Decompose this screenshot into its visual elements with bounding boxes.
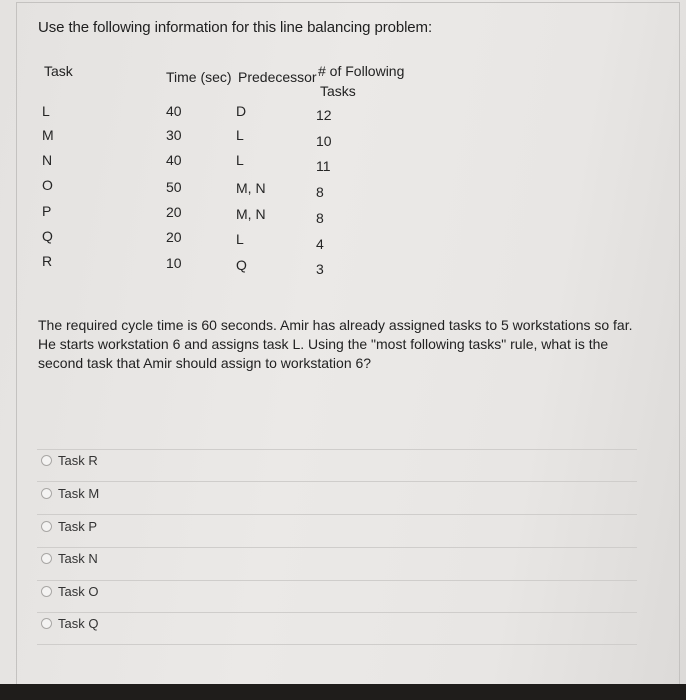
radio-button[interactable] <box>41 618 52 629</box>
row-time: 50 <box>166 179 182 195</box>
radio-button[interactable] <box>41 586 52 597</box>
row-following: 12 <box>316 107 332 123</box>
answer-option-task-q[interactable] <box>41 613 98 633</box>
row-time: 20 <box>166 229 182 245</box>
row-task: O <box>42 177 53 193</box>
row-task: Q <box>42 228 53 244</box>
row-predecessor: L <box>236 127 244 143</box>
radio-button[interactable] <box>41 553 52 564</box>
question-line: second task that Amir should assign to workstation 6? <box>38 355 372 371</box>
radio-button[interactable] <box>41 521 52 532</box>
question-line: He starts workstation 6 and assigns task L. Using the "most following tasks" rule, what is the <box>38 336 609 352</box>
header-time: Time (sec) <box>166 69 232 85</box>
radio-button[interactable] <box>41 455 52 466</box>
row-predecessor: L <box>236 231 244 247</box>
answer-option-task-o[interactable] <box>41 581 98 601</box>
row-time: 20 <box>166 204 182 220</box>
row-time: 10 <box>166 255 182 271</box>
row-time: 30 <box>166 127 182 143</box>
answer-option-label: Task R <box>58 452 98 468</box>
row-following: 8 <box>316 184 324 200</box>
answer-option-label: Task Q <box>58 615 99 631</box>
row-time: 40 <box>166 152 182 168</box>
divider <box>37 547 637 548</box>
answer-option-task-n[interactable] <box>41 548 98 568</box>
answer-option-task-p[interactable] <box>41 516 97 536</box>
row-predecessor: D <box>236 103 247 119</box>
row-predecessor: L <box>236 152 244 168</box>
divider <box>37 612 637 613</box>
row-task: L <box>42 103 50 119</box>
divider <box>37 644 637 645</box>
header-predecessor: Predecessor <box>238 69 317 85</box>
row-task: M <box>42 127 54 143</box>
row-time: 40 <box>166 103 182 119</box>
divider <box>37 580 637 581</box>
row-following: 3 <box>316 261 324 277</box>
row-following: 11 <box>316 158 331 174</box>
screen-bezel <box>0 684 686 700</box>
row-task: P <box>42 203 52 219</box>
divider <box>37 481 637 482</box>
row-following: 4 <box>316 236 324 252</box>
answer-option-label: Task N <box>58 550 98 566</box>
row-following: 10 <box>316 133 332 149</box>
intro-text: Use the following information for this line balancing problem: <box>38 19 433 36</box>
question-text <box>38 316 648 373</box>
row-predecessor: Q <box>236 257 247 273</box>
header-task: Task <box>44 63 73 79</box>
radio-button[interactable] <box>41 488 52 499</box>
answer-option-label: Task O <box>58 583 99 599</box>
row-following: 8 <box>316 210 324 226</box>
header-following-line2: Tasks <box>320 83 356 99</box>
answer-option-task-r[interactable] <box>41 450 98 470</box>
question-line: The required cycle time is 60 seconds. Amir has already assigned tasks to 5 workstations so far. <box>38 317 633 333</box>
divider <box>37 514 637 515</box>
row-task: R <box>42 253 53 269</box>
row-predecessor: M, N <box>236 206 266 222</box>
row-predecessor: M, N <box>236 180 266 196</box>
answer-option-task-m[interactable] <box>41 483 99 503</box>
answer-option-label: Task M <box>58 485 100 501</box>
divider <box>37 449 637 450</box>
header-following-line1: # of Following <box>318 63 405 79</box>
answer-option-label: Task P <box>58 518 98 534</box>
row-task: N <box>42 152 53 168</box>
